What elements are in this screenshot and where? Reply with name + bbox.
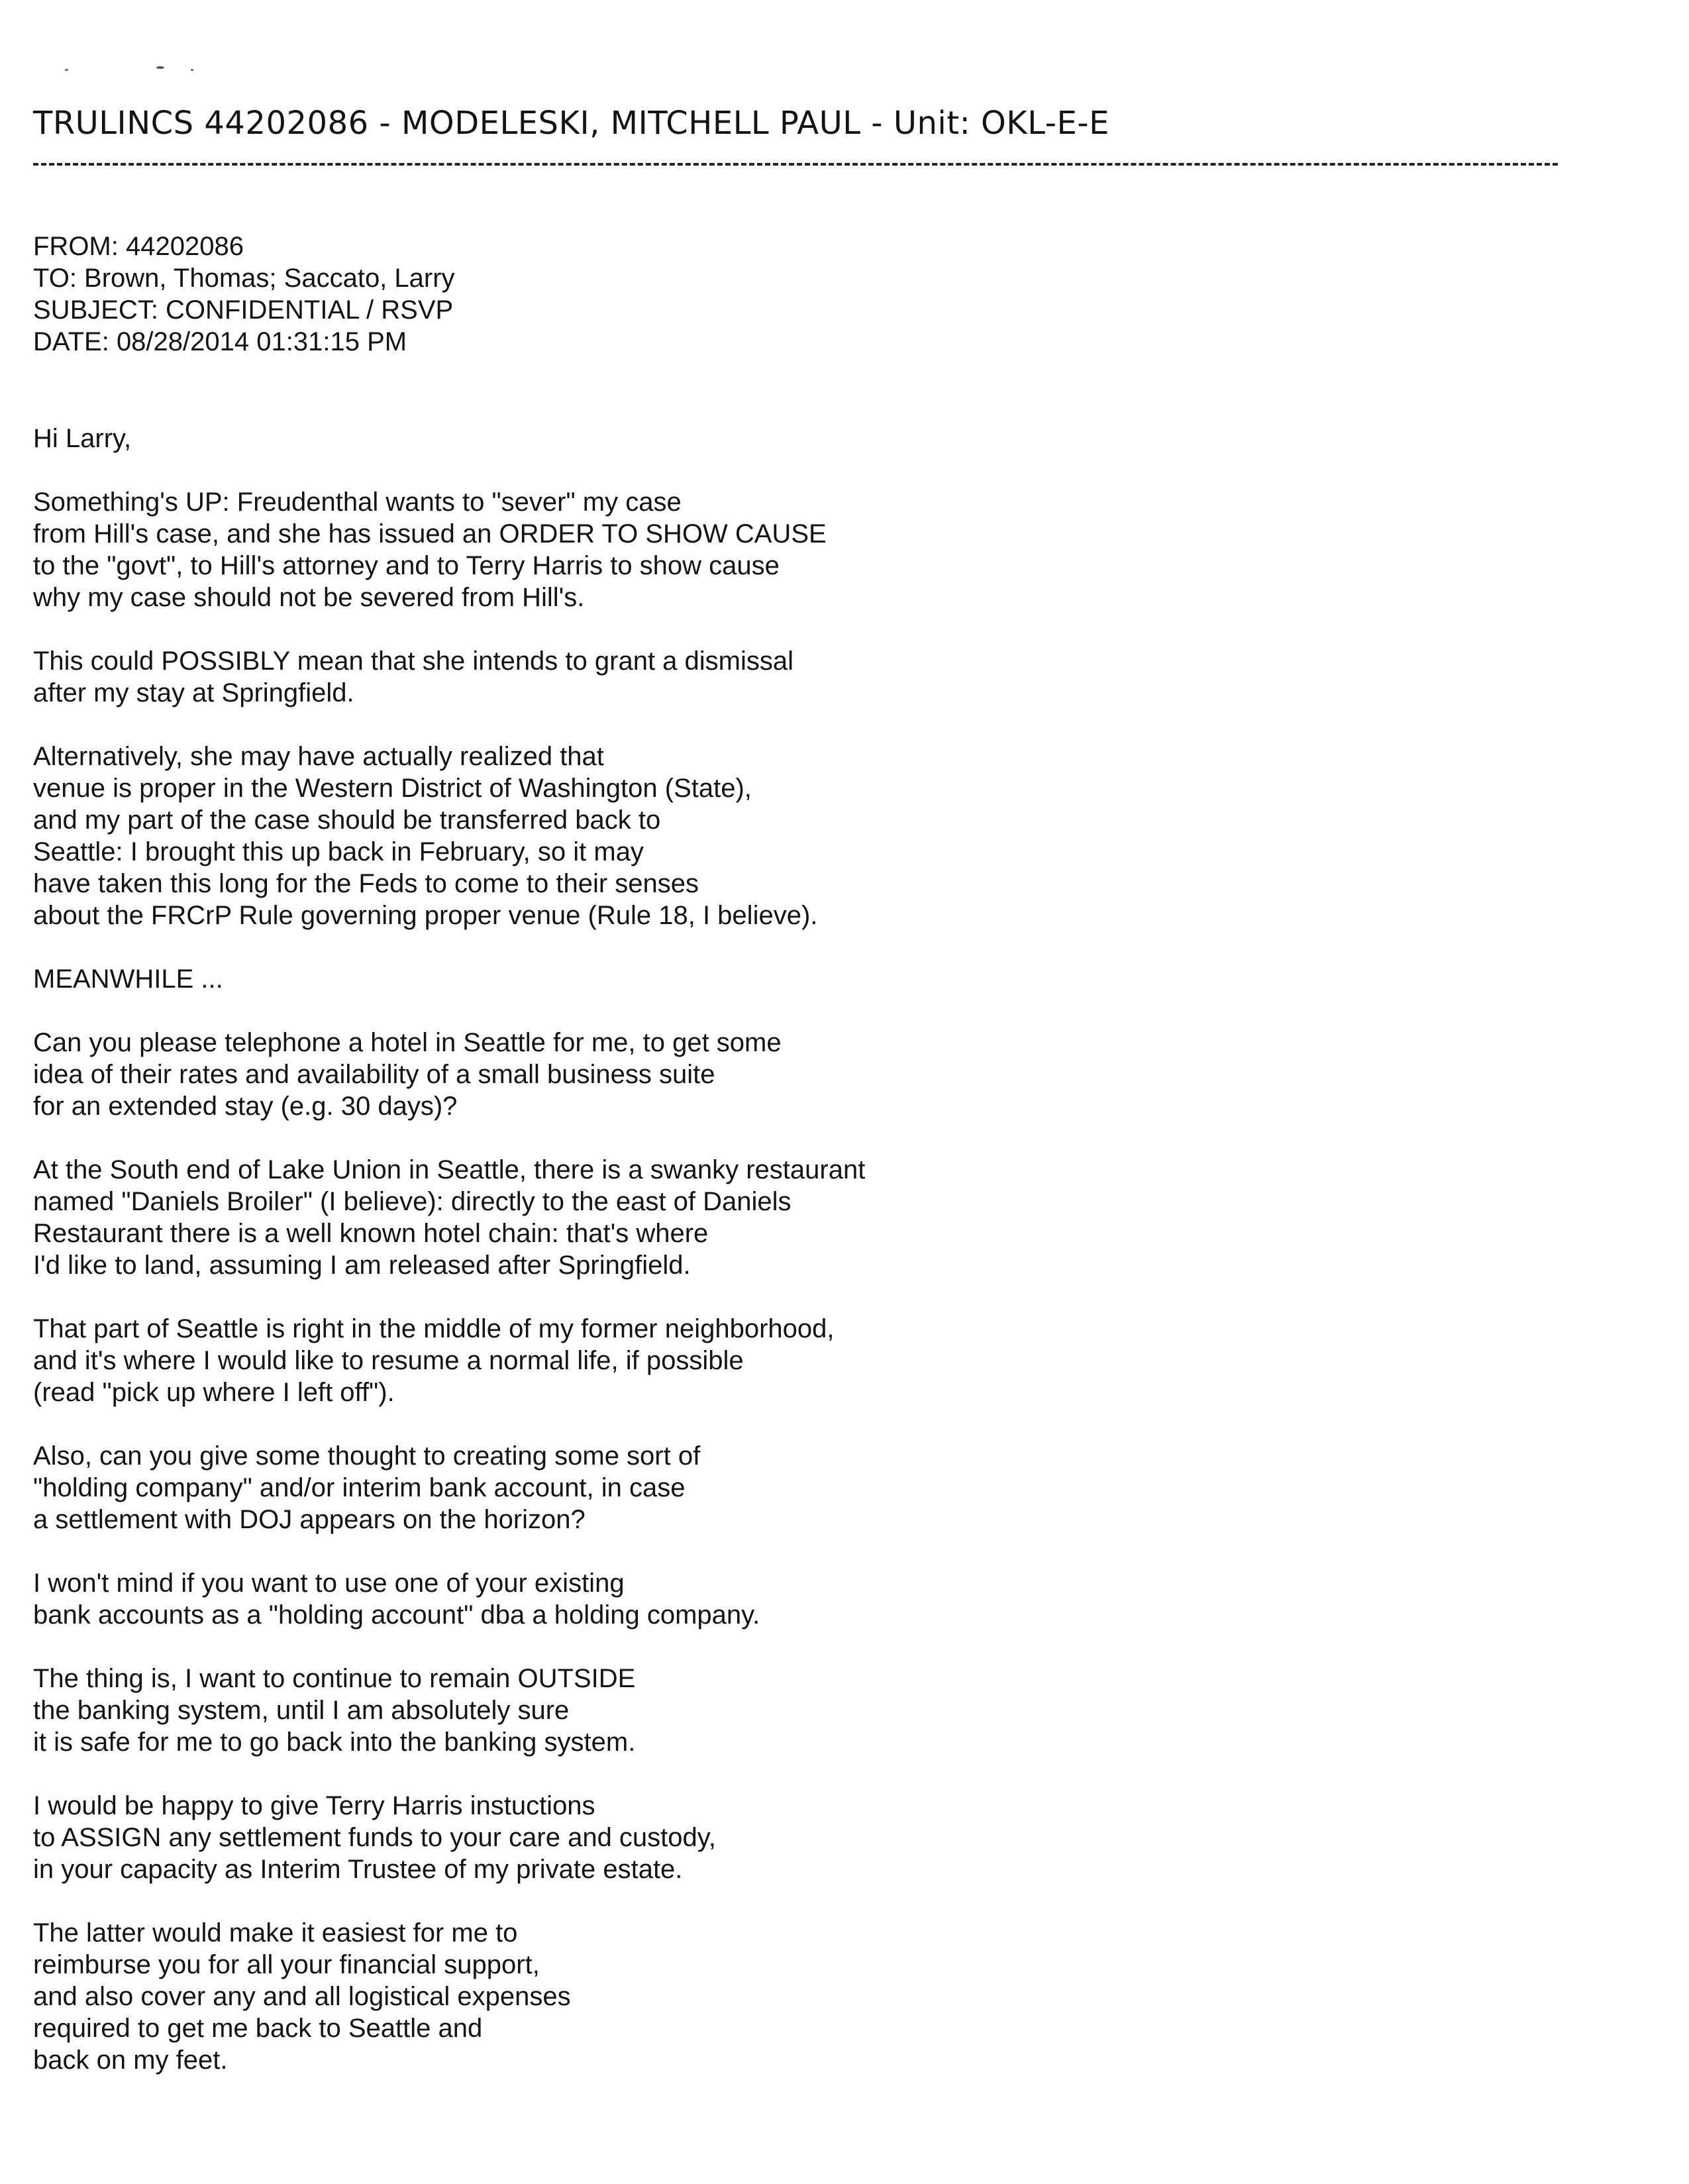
body-line: in your capacity as Interim Trustee of my private estate. bbox=[33, 1855, 683, 1884]
to-line: TO: Brown, Thomas; Saccato, Larry bbox=[33, 264, 455, 293]
body-line: to ASSIGN any settlement funds to your care and custody, bbox=[33, 1823, 716, 1852]
body-paragraph bbox=[33, 1440, 960, 1535]
body-line: for an extended stay (e.g. 30 days)? bbox=[33, 1092, 458, 1121]
message-body bbox=[33, 423, 960, 2108]
body-line: have taken this long for the Feds to come to their senses bbox=[33, 869, 699, 898]
body-paragraph bbox=[33, 486, 960, 613]
body-line: I won't mind if you want to use one of your existing bbox=[33, 1569, 625, 1598]
body-line: back on my feet. bbox=[33, 2046, 228, 2075]
body-line: Alternatively, she may have actually realized that bbox=[33, 742, 604, 771]
body-line: Also, can you give some thought to creating some sort of bbox=[33, 1441, 701, 1471]
body-paragraph bbox=[33, 1790, 960, 1885]
body-line: required to get me back to Seattle and bbox=[33, 2014, 483, 2043]
body-line: Can you please telephone a hotel in Seattle for me, to get some bbox=[33, 1028, 782, 1057]
body-line: venue is proper in the Western District of Washington (State), bbox=[33, 774, 752, 803]
body-line: I would be happy to give Terry Harris instuctions bbox=[33, 1791, 595, 1820]
date-line: DATE: 08/28/2014 01:31:15 PM bbox=[33, 327, 407, 356]
body-line: That part of Seattle is right in the middle of my former neighborhood, bbox=[33, 1314, 835, 1343]
body-line: it is safe for me to go back into the banking system. bbox=[33, 1728, 636, 1757]
body-paragraph bbox=[33, 1313, 960, 1408]
body-line: to the "govt", to Hill's attorney and to Terry Harris to show cause bbox=[33, 551, 780, 580]
body-line: and my part of the case should be transferred back to bbox=[33, 806, 661, 835]
body-line: MEANWHILE ... bbox=[33, 964, 223, 994]
body-paragraph bbox=[33, 1154, 960, 1281]
body-line: after my stay at Springfield. bbox=[33, 678, 354, 707]
body-paragraph bbox=[33, 645, 960, 709]
scan-speck bbox=[191, 69, 193, 71]
body-line: and it's where I would like to resume a normal life, if possible bbox=[33, 1346, 744, 1375]
body-line: Something's UP: Freudenthal wants to "sever" my case bbox=[33, 488, 682, 517]
body-paragraph bbox=[33, 1027, 960, 1122]
body-line: (read "pick up where I left off"). bbox=[33, 1378, 395, 1407]
body-line: reimburse you for all your financial support, bbox=[33, 1950, 540, 1979]
body-paragraph bbox=[33, 1917, 960, 2076]
subject-line: SUBJECT: CONFIDENTIAL / RSVP bbox=[33, 295, 454, 325]
body-line: I'd like to land, assuming I am released after Springfield. bbox=[33, 1251, 691, 1280]
body-paragraph bbox=[33, 423, 960, 454]
body-line: The latter would make it easiest for me to bbox=[33, 1918, 518, 1948]
body-line: Restaurant there is a well known hotel chain: that's where bbox=[33, 1219, 709, 1248]
body-line: Seattle: I brought this up back in February, so it may bbox=[33, 837, 644, 866]
body-line: The thing is, I want to continue to remain OUTSIDE bbox=[33, 1664, 636, 1693]
dashed-divider bbox=[33, 163, 1558, 166]
body-paragraph bbox=[33, 1567, 960, 1631]
body-line: why my case should not be severed from Hill's. bbox=[33, 583, 585, 612]
body-paragraph bbox=[33, 1663, 960, 1758]
scan-speck bbox=[156, 66, 164, 69]
body-line: named "Daniels Broiler" (I believe): directly to the east of Daniels bbox=[33, 1187, 792, 1216]
trulincs-header: TRULINCS 44202086 - MODELESKI, MITCHELL PAUL - Unit: OKL-E-E bbox=[33, 105, 1109, 142]
body-paragraph bbox=[33, 963, 960, 995]
body-line: "holding company" and/or interim bank account, in case bbox=[33, 1473, 686, 1502]
body-line: bank accounts as a "holding account" dba a holding company. bbox=[33, 1600, 760, 1630]
body-line: about the FRCrP Rule governing proper venue (Rule 18, I believe). bbox=[33, 901, 818, 930]
body-line: from Hill's case, and she has issued an ORDER TO SHOW CAUSE bbox=[33, 519, 827, 548]
body-line: This could POSSIBLY mean that she intends to grant a dismissal bbox=[33, 647, 794, 676]
body-line: and also cover any and all logistical expenses bbox=[33, 1982, 571, 2011]
body-line: the banking system, until I am absolutely sure bbox=[33, 1696, 570, 1725]
message-metadata bbox=[33, 231, 455, 358]
body-line: a settlement with DOJ appears on the horizon? bbox=[33, 1505, 586, 1534]
body-line: At the South end of Lake Union in Seattle, there is a swanky restaurant bbox=[33, 1155, 866, 1184]
body-paragraph bbox=[33, 741, 960, 931]
body-line: Hi Larry, bbox=[33, 424, 132, 453]
body-line: idea of their rates and availability of a small business suite bbox=[33, 1060, 715, 1089]
scan-speck bbox=[65, 69, 68, 71]
from-line: FROM: 44202086 bbox=[33, 232, 244, 261]
